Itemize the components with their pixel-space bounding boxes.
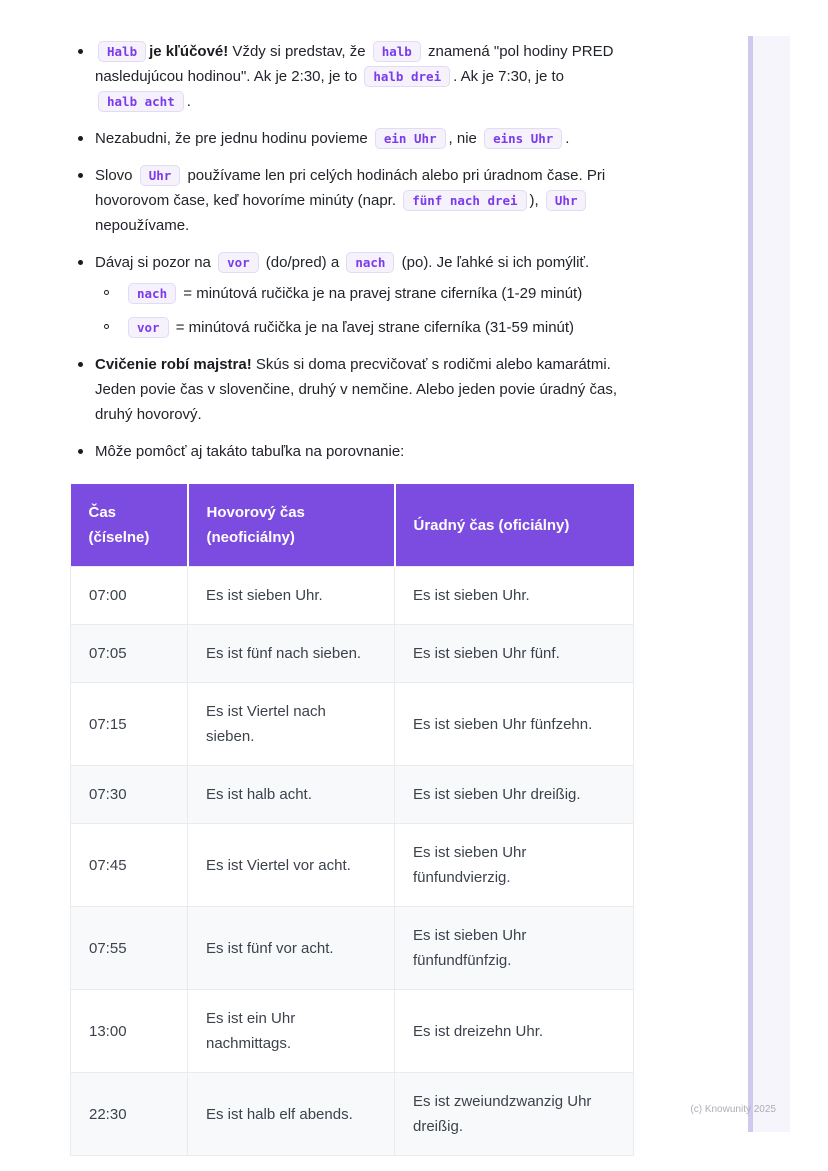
text-run: = minútová ručička je na pravej strane ciferníka (1-29 minút) <box>179 285 583 302</box>
table-cell: Es ist zweiundzwanzig Uhr dreißig. <box>395 1073 634 1156</box>
bullet-item <box>70 439 633 464</box>
inline-code-badge: halb acht <box>98 91 184 112</box>
table-cell: 07:30 <box>71 766 188 824</box>
text-run: Vždy si predstav, že <box>228 43 370 60</box>
text-run: Môže pomôcť aj takáto tabuľka na porovnanie: <box>95 443 405 460</box>
inline-code-badge: ein Uhr <box>375 128 446 149</box>
table-row <box>71 766 634 824</box>
inline-code-badge: fünf nach drei <box>403 190 526 211</box>
table-cell: Es ist ein Uhr nachmittags. <box>188 990 395 1073</box>
text-run: Dávaj si pozor na <box>95 254 216 271</box>
text-run: Skús si doma precvičovať s rodičmi alebo kamarátmi. Jeden povie čas v slovenčine, druhý v nemčine. Alebo jeden povie úradný čas, druhý hovorový. <box>95 356 617 423</box>
sub-bullet-item <box>95 281 633 306</box>
table-cell: 22:30 <box>71 1073 188 1156</box>
table-cell: Es ist sieben Uhr. <box>188 567 395 625</box>
table-cell: Es ist Viertel nach sieben. <box>188 683 395 766</box>
text-run: . <box>186 93 191 110</box>
table-cell: 13:00 <box>71 990 188 1073</box>
table-row <box>71 567 634 625</box>
table-cell: Es ist sieben Uhr fünfzehn. <box>395 683 634 766</box>
table-header-row <box>71 484 634 567</box>
table-row <box>71 683 634 766</box>
table-row <box>71 1073 634 1156</box>
inline-code-badge: nach <box>128 283 176 304</box>
text-run: (po). Je ľahké si ich pomýliť. <box>397 254 590 271</box>
table-row <box>71 990 634 1073</box>
text-run: = minútová ručička je na ľavej strane ciferníka (31-59 minút) <box>171 319 575 336</box>
table-row <box>71 625 634 683</box>
table-cell: 07:00 <box>71 567 188 625</box>
bullet-list <box>70 39 633 464</box>
page-edge-divider-line <box>748 36 753 1132</box>
bullet-item <box>70 163 633 238</box>
table-cell: Es ist halb acht. <box>188 766 395 824</box>
table-cell: Es ist sieben Uhr fünf. <box>395 625 634 683</box>
inline-code-badge: vor <box>218 252 259 273</box>
table-row <box>71 907 634 990</box>
text-run: . <box>565 130 570 147</box>
inline-code-badge: Halb <box>98 41 146 62</box>
table-cell: 07:05 <box>71 625 188 683</box>
document-page <box>70 39 633 1156</box>
inline-code-badge: halb drei <box>364 66 450 87</box>
table-cell: Es ist Viertel vor acht. <box>188 824 395 907</box>
table-cell: Es ist fünf nach sieben. <box>188 625 395 683</box>
table-cell: Es ist fünf vor acht. <box>188 907 395 990</box>
page-edge-scrollbar-track[interactable] <box>753 36 790 1132</box>
table-cell: Es ist sieben Uhr fünfundvierzig. <box>395 824 634 907</box>
text-run: ), <box>529 192 543 209</box>
sub-bullet-item <box>95 315 633 340</box>
text-run: Nezabudni, že pre jednu hodinu povieme <box>95 130 372 147</box>
comparison-table <box>70 484 634 1156</box>
table-cell: Es ist halb elf abends. <box>188 1073 395 1156</box>
text-run: . Ak je 7:30, je to <box>453 68 564 85</box>
table-cell: 07:45 <box>71 824 188 907</box>
sub-bullet-list <box>95 281 633 340</box>
text-run: Slovo <box>95 167 137 184</box>
table-cell: 07:55 <box>71 907 188 990</box>
bullet-item <box>70 250 633 340</box>
table-body <box>71 567 634 1156</box>
inline-code-badge: eins Uhr <box>484 128 562 149</box>
text-run: (do/pred) a <box>261 254 344 271</box>
copyright-watermark: (c) Knowunity 2025 <box>690 1104 776 1115</box>
table-row <box>71 824 634 907</box>
text-run: znamená "pol hodiny PRED nasledujúcou hodinou". Ak je 2:30, je to <box>95 43 614 85</box>
table-header-cell: Čas (číselne) <box>71 484 188 567</box>
table-header-row <box>71 484 634 567</box>
bold-text: Cvičenie robí majstra! <box>95 356 252 373</box>
inline-code-badge: nach <box>346 252 394 273</box>
inline-code-badge: halb <box>373 41 421 62</box>
bullet-item <box>70 126 633 151</box>
bullet-item <box>70 39 633 114</box>
table-cell: Es ist sieben Uhr dreißig. <box>395 766 634 824</box>
table-cell: 07:15 <box>71 683 188 766</box>
table-cell: Es ist sieben Uhr. <box>395 567 634 625</box>
inline-code-badge: vor <box>128 317 169 338</box>
bullet-item <box>70 352 633 427</box>
text-run: nepoužívame. <box>95 217 190 234</box>
inline-code-badge: Uhr <box>140 165 181 186</box>
inline-code-badge: Uhr <box>546 190 587 211</box>
table-header-cell: Hovorový čas (neoficiálny) <box>188 484 395 567</box>
text-run: , nie <box>448 130 482 147</box>
table-cell: Es ist dreizehn Uhr. <box>395 990 634 1073</box>
bold-text: je kľúčové! <box>149 43 229 60</box>
table-header-cell: Úradný čas (oficiálny) <box>395 484 634 567</box>
table-cell: Es ist sieben Uhr fünfundfünfzig. <box>395 907 634 990</box>
text-run: používame len pri celých hodinách alebo pri úradnom čase. Pri hovorovom čase, keď hovoríme minúty (napr. <box>95 167 606 209</box>
